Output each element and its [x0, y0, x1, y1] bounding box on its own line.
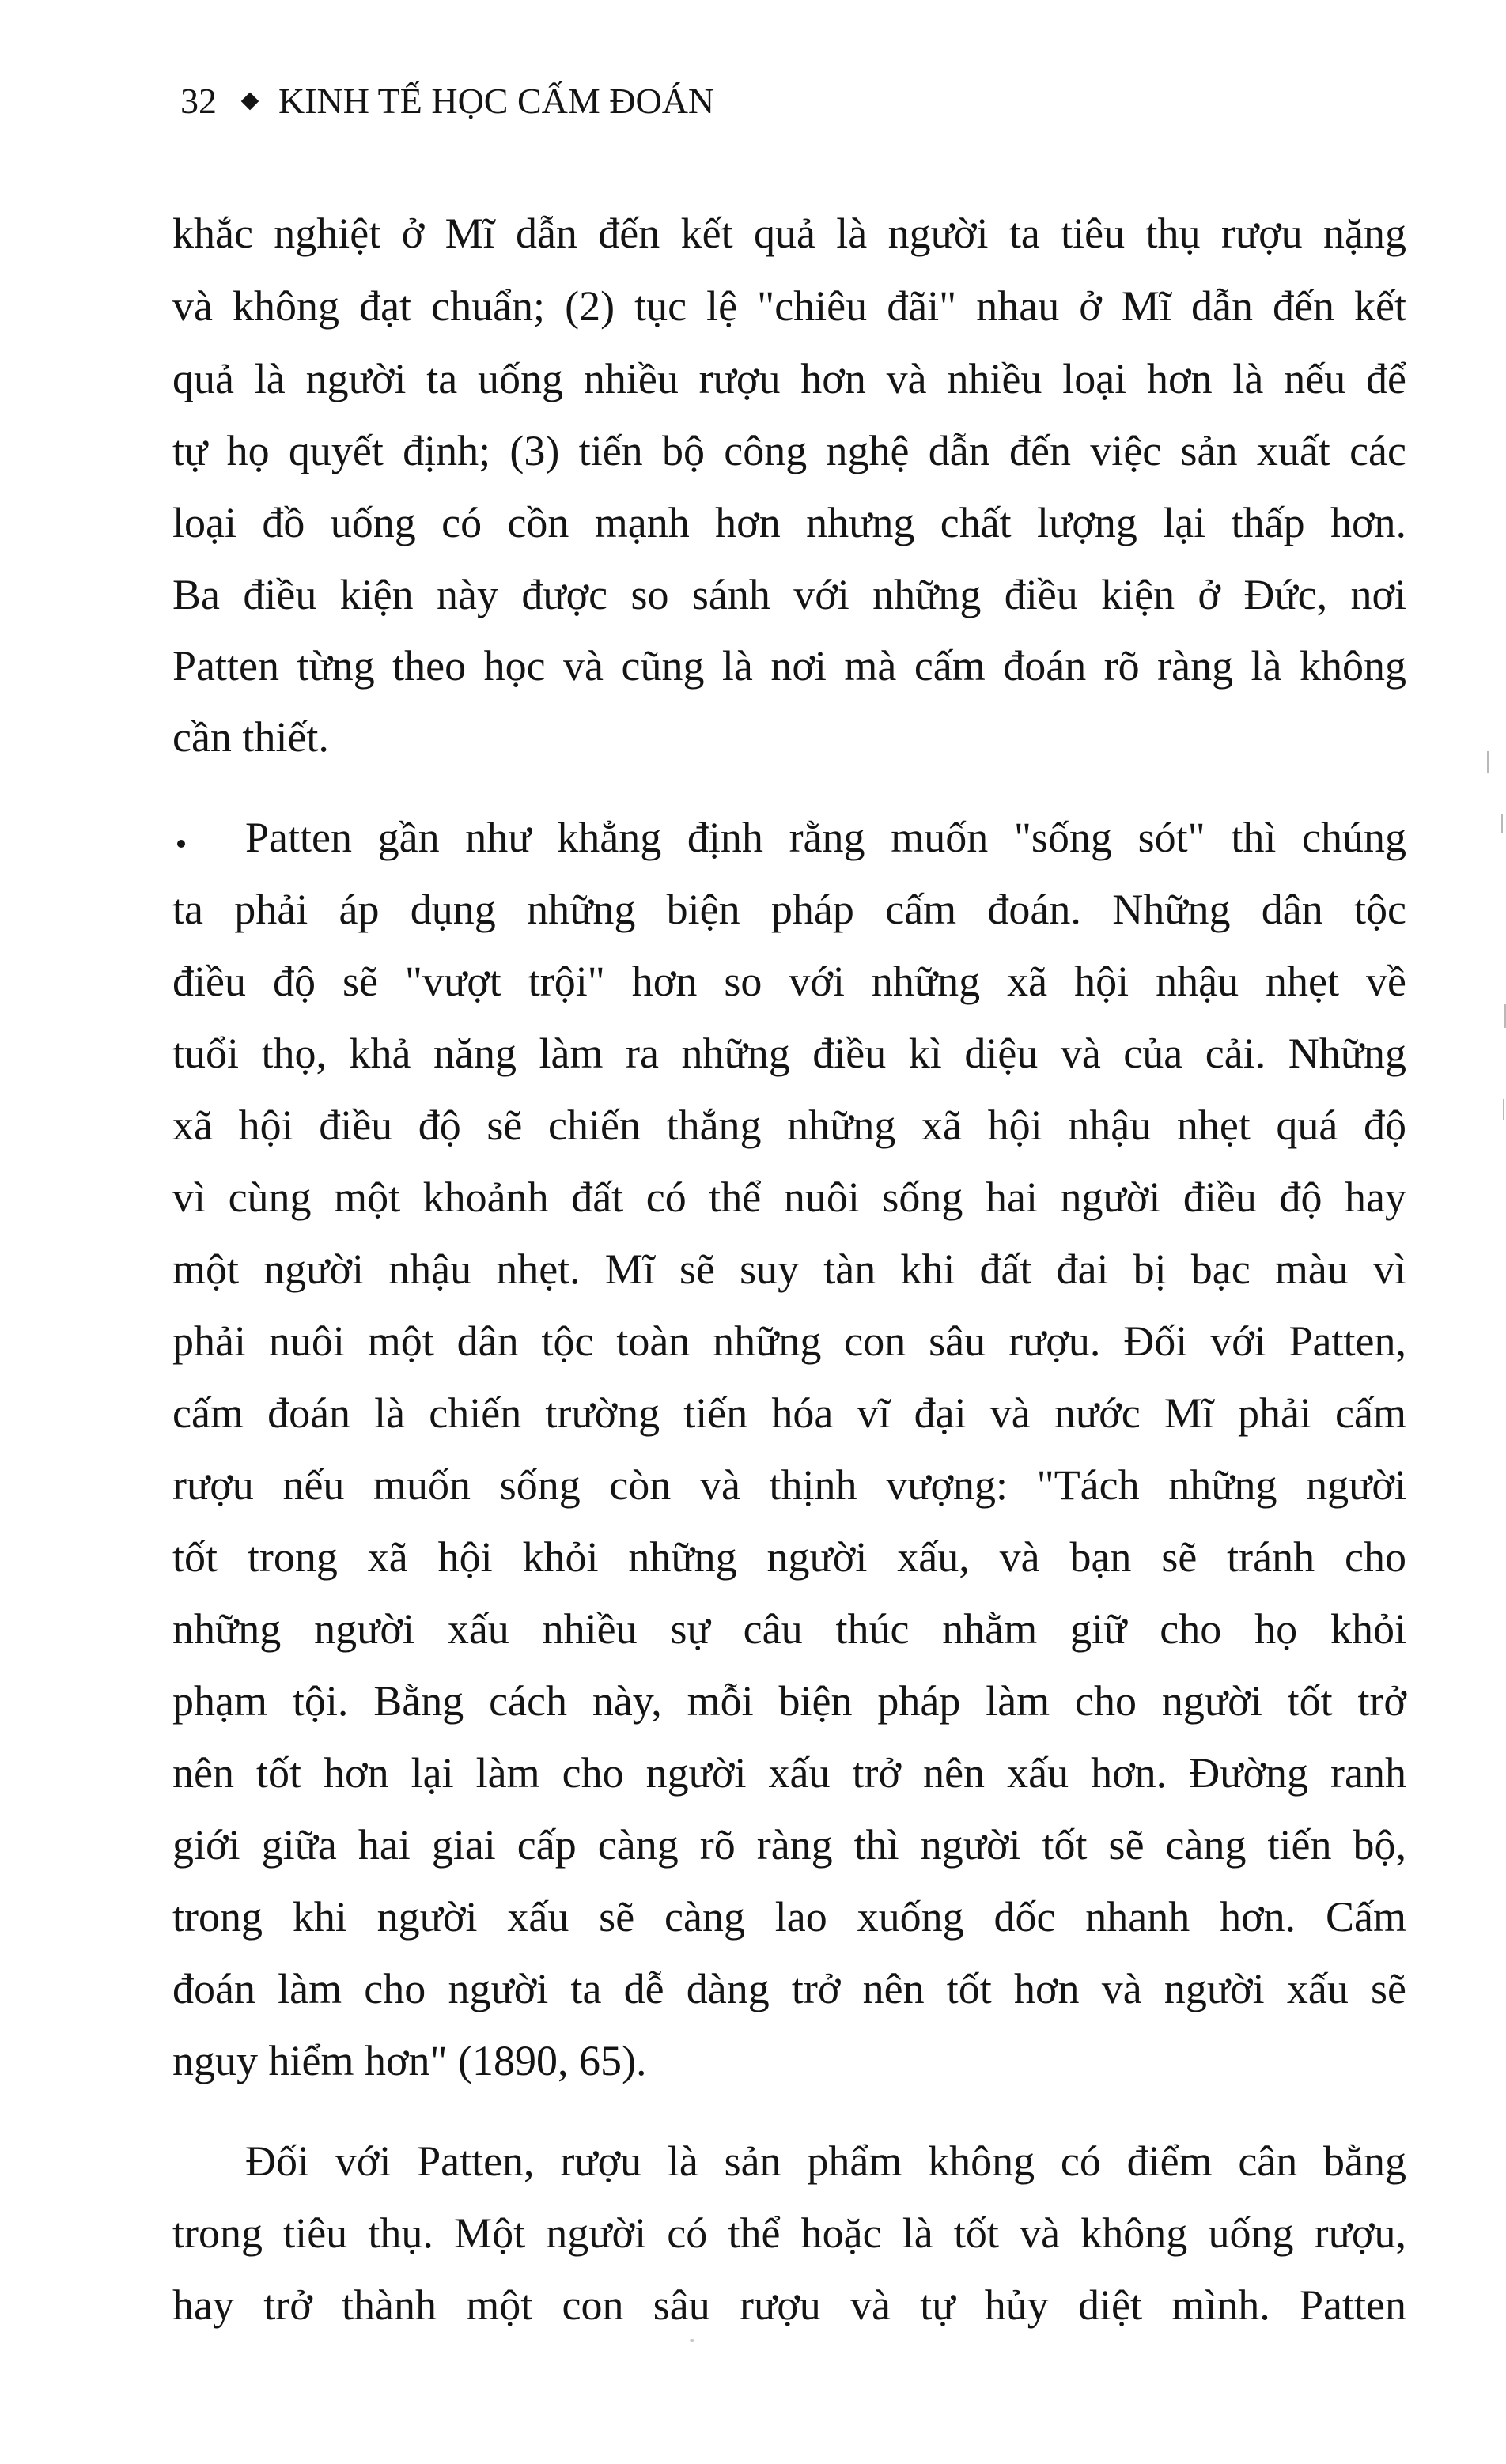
text-line: Patten gần như khẳng định rằng muốn "sống sót" thì chúng [245, 814, 1406, 861]
text-line: hay trở thành một con sâu rượu và tự hủy diệt mình. Patten [172, 2281, 1406, 2329]
text-line: tự họ quyết định; (3) tiến bộ công nghệ dẫn đến việc sản xuất các [172, 427, 1406, 474]
text-line: phạm tội. Bằng cách này, mỗi biện pháp làm cho người tốt trở [172, 1677, 1406, 1725]
text-line: trong khi người xấu sẽ càng lao xuống dốc nhanh hơn. Cấm [172, 1893, 1406, 1941]
text-line: phải nuôi một dân tộc toàn những con sâu rượu. Đối với Patten, [172, 1317, 1406, 1365]
scan-speck [690, 2339, 694, 2342]
running-title: KINH TẾ HỌC CẤM ĐOÁN [278, 81, 715, 121]
text-line: Đối với Patten, rượu là sản phẩm không có điểm cân bằng [245, 2137, 1406, 2185]
text-line: tuổi thọ, khả năng làm ra những điều kì diệu và của cải. Những [172, 1030, 1406, 1077]
text-line: nguy hiểm hơn" (1890, 65). [172, 2037, 647, 2084]
text-line: cấm đoán là chiến trường tiến hóa vĩ đại và nước Mĩ phải cấm [172, 1389, 1406, 1437]
scan-mark [1501, 814, 1503, 833]
text-line: khắc nghiệt ở Mĩ dẫn đến kết quả là người ta tiêu thụ rượu nặng [172, 210, 1406, 257]
text-line: nên tốt hơn lại làm cho người xấu trở nên xấu hơn. Đường ranh [172, 1749, 1406, 1797]
text-line: Patten từng theo học và cũng là nơi mà cấm đoán rõ ràng là không [172, 642, 1406, 690]
text-line: rượu nếu muốn sống còn và thịnh vượng: "Tách những người [172, 1461, 1406, 1509]
scan-mark [1487, 751, 1489, 773]
text-line: quả là người ta uống nhiều rượu hơn và nhiều loại hơn là nếu để [172, 355, 1406, 402]
text-line: và không đạt chuẩn; (2) tục lệ "chiêu đãi" nhau ở Mĩ dẫn đến kết [172, 282, 1406, 330]
page-number: 32 [180, 81, 217, 121]
text-line: xã hội điều độ sẽ chiến thắng những xã hội nhậu nhẹt quá độ [172, 1102, 1406, 1149]
bullet-icon [177, 840, 185, 848]
text-line: đoán làm cho người ta dễ dàng trở nên tốt hơn và người xấu sẽ [172, 1965, 1406, 2012]
scan-mark [1503, 1099, 1504, 1120]
text-line: điều độ sẽ "vượt trội" hơn so với những xã hội nhậu nhẹt về [172, 958, 1406, 1005]
text-line: một người nhậu nhẹt. Mĩ sẽ suy tàn khi đất đai bị bạc màu vì [172, 1245, 1406, 1293]
text-line: những người xấu nhiều sự câu thúc nhằm giữ cho họ khỏi [172, 1605, 1406, 1653]
text-line: cần thiết. [172, 713, 329, 761]
text-line: vì cùng một khoảnh đất có thể nuôi sống hai người điều độ hay [172, 1173, 1406, 1221]
text-line: Ba điều kiện này được so sánh với những điều kiện ở Đức, nơi [172, 571, 1406, 618]
text-line: trong tiêu thụ. Một người có thể hoặc là tốt và không uống rượu, [172, 2209, 1406, 2257]
text-line: tốt trong xã hội khỏi những người xấu, và bạn sẽ tránh cho [172, 1533, 1406, 1581]
text-line: ta phải áp dụng những biện pháp cấm đoán. Những dân tộc [172, 886, 1406, 933]
text-line: loại đồ uống có cồn mạnh hơn nhưng chất lượng lại thấp hơn. [172, 499, 1406, 546]
text-line: giới giữa hai giai cấp càng rõ ràng thì người tốt sẽ càng tiến bộ, [172, 1821, 1406, 1869]
